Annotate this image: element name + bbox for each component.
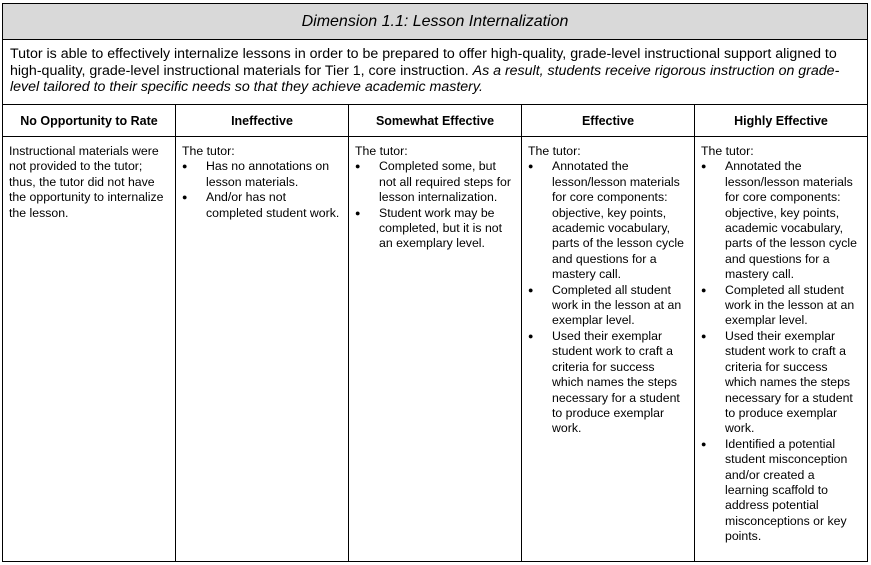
criteria-item: ● Used their exemplar student work to craft a criteria for success which names the steps necessary for a student to produce exemplar work.: [528, 329, 688, 437]
criteria-list: [701, 159, 861, 544]
column-effective: [522, 105, 695, 561]
criteria-item: ● And/or has not completed student work.: [182, 190, 342, 221]
criteria-list: [182, 159, 342, 221]
column-header: Effective: [522, 105, 694, 137]
criteria-list: [355, 159, 515, 251]
column-body: [695, 137, 867, 545]
column-ineffective: [176, 105, 349, 561]
criteria-item: ● Annotated the lesson/lesson materials for core components: objective, key points, academic vocabulary, parts of the lesson cycle and questions for a mastery call.: [528, 159, 688, 282]
criteria-item: ● Student work may be completed, but it is not an exemplary level.: [355, 206, 515, 252]
criteria-item: ● Completed all student work in the lesson at an exemplar level.: [528, 283, 688, 329]
criteria-item: ● Identified a potential student misconception and/or created a learning scaffold to address potential misconceptions or key points.: [701, 437, 861, 545]
column-body: [176, 137, 348, 221]
column-text: The tutor:: [528, 144, 581, 158]
criteria-item: ● Completed all student work in the lesson at an exemplar level.: [701, 283, 861, 329]
column-text: The tutor:: [701, 144, 754, 158]
column-text: Instructional materials were not provided to the tutor; thus, the tutor did not have the opportunity to internalize the lesson.: [9, 144, 164, 220]
column-somewhat-effective: [349, 105, 522, 561]
rubric-table: [2, 3, 868, 562]
column-body: [3, 137, 175, 221]
description-main: Tutor is able to effectively internalize lessons in order to be prepared to offer high-quality, grade-level instructional support aligned to high-quality, grade-level instructional materials for Tier 1, core instruction.: [10, 46, 837, 79]
column-body: [522, 137, 694, 437]
column-highly-effective: [695, 105, 867, 561]
description-result: As a result, students receive rigorous instruction on grade-level tailored to their specific needs so that they achieve academic mastery.: [10, 62, 840, 95]
criteria-list: [528, 159, 688, 436]
column-header: Highly Effective: [695, 105, 867, 137]
criteria-item: ● Completed some, but not all required steps for lesson internalization.: [355, 159, 515, 205]
column-body: [349, 137, 521, 252]
criteria-item: ● Has no annotations on lesson materials.: [182, 159, 342, 190]
column-text: The tutor:: [355, 144, 408, 158]
column-header: Ineffective: [176, 105, 348, 137]
rubric-title: Dimension 1.1: Lesson Internalization: [3, 4, 867, 40]
criteria-item: ● Used their exemplar student work to craft a criteria for success which names the steps necessary for a student to produce exemplar work.: [701, 329, 861, 437]
dimension-description: [3, 40, 867, 105]
criteria-item: ● Annotated the lesson/lesson materials for core components: objective, key points, academic vocabulary, parts of the lesson cycle and questions for a mastery call.: [701, 159, 861, 282]
column-header: No Opportunity to Rate: [3, 105, 175, 137]
column-text: The tutor:: [182, 144, 235, 158]
column-no-opportunity: [3, 105, 176, 561]
rating-columns: [3, 105, 867, 561]
column-header: Somewhat Effective: [349, 105, 521, 137]
